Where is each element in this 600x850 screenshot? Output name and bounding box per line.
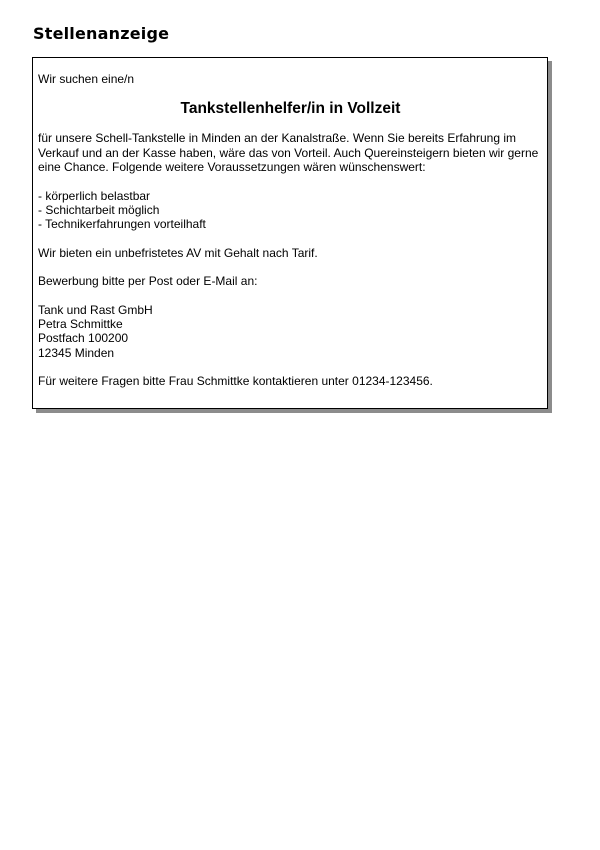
offer-text: Wir bieten ein unbefristetes AV mit Gehalt nach Tarif. [38,245,318,260]
requirement-item: - Technikerfahrungen vorteilhaft [38,217,206,232]
application-note: Bewerbung bitte per Post oder E-Mail an: [38,274,258,289]
job-title: Tankstellenhelfer/in in Vollzeit [180,100,401,118]
requirement-item: - Schichtarbeit möglich [38,203,160,218]
ad-intro: Wir suchen eine/n [38,72,135,86]
job-description: für unsere Schell-Tankstelle in Minden an der Kanalstraße. Wenn Sie bereits Erfahrung im Verkauf und an der Kasse haben, wäre das von Vorteil. Auch Quereinsteigern bieten wir gerne eine Chance. Folgende weitere Voraussetzungen wären wünschenswert: [38,131,539,175]
page-title: Stellenanzeige [33,24,170,43]
address-line: Postfach 100200 [38,331,129,346]
address-line: Petra Schmittke [38,317,123,332]
requirements-list [38,189,543,232]
contact-text: Für weitere Fragen bitte Frau Schmittke kontaktieren unter 01234-123456. [38,374,433,389]
job-ad-box [32,57,548,409]
address-line: Tank und Rast GmbH [38,302,153,317]
requirement-item: - körperlich belastbar [38,188,151,203]
address-line: 12345 Minden [38,345,115,360]
contact-address [38,303,543,361]
